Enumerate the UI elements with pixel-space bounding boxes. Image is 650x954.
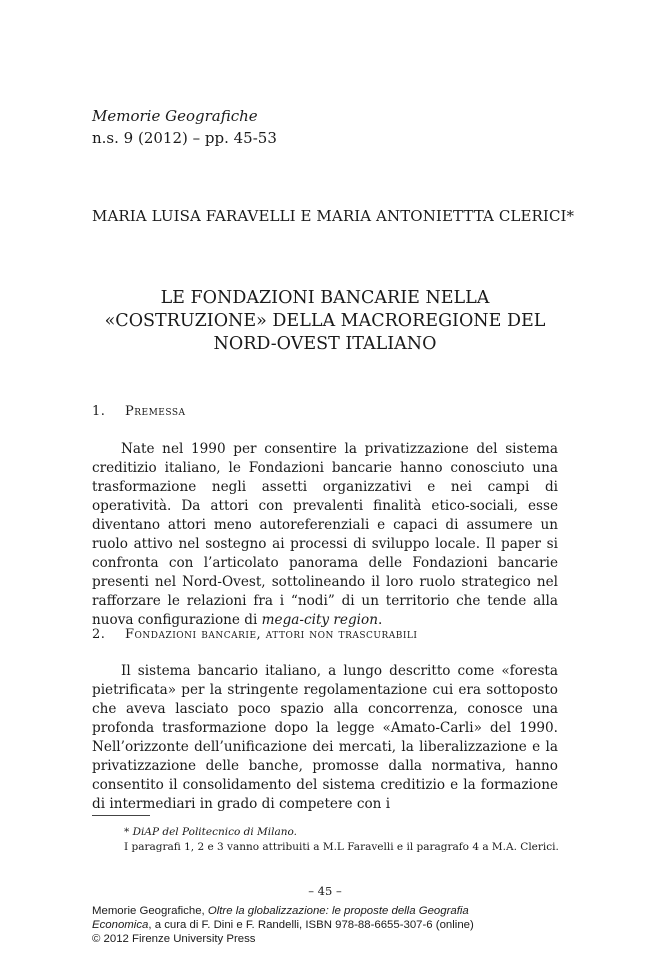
section-1-number: 1. — [92, 404, 106, 419]
footer-editors: , a cura di F. Dini e F. Randelli, ISBN 978-88-6655-307-6 (online) — [148, 919, 474, 931]
section-2-paragraph: Il sistema bancario italiano, a lungo descritto come «foresta pietrificata» per la stringente regolamentazione cui era sottoposto che aveva lasciato poco spazio alla concorrenza, conosce una profonda trasformazione dopo la legge «Amato-Carli» del 1990. Nell’orizzonte dell’unificazione dei mercati, la liberalizzazione e la privatizzazione delle banche, promosse dalla normativa, hanno consentito il consolidamento del sistema creditizio e la formazione di intermediari in grado di competere con i — [92, 663, 558, 812]
footnote-attribution: I paragrafi 1, 2 e 3 vanno attribuiti a M.L Faravelli e il paragrafo 4 a M.A. Clerici. — [124, 841, 559, 853]
title-line-1: LE FONDAZIONI BANCARIE NELLA — [160, 288, 490, 308]
journal-issue: n.s. 9 (2012) – pp. 45-53 — [92, 129, 277, 147]
section-1-italic-term: mega-city region — [261, 612, 378, 628]
title-line-2: «COSTRUZIONE» DELLA MACROREGIONE DEL — [104, 311, 546, 331]
section-1-title: Premessa — [125, 404, 186, 419]
section-2-title: Fondazioni bancarie, attori non trascurabili — [125, 627, 418, 642]
footer-line-1 — [92, 904, 572, 918]
footer-book-title: Oltre la globalizzazione: le proposte della Geografia — [207, 905, 469, 917]
footer-copyright: © 2012 Firenze University Press — [92, 933, 256, 945]
footer-prefix: Memorie Geografiche, — [92, 905, 208, 917]
page-number: – 45 – — [308, 884, 342, 898]
section-1-text: Nate nel 1990 per consentire la privatizzazione del sistema creditizio italiano, le Fondazioni bancarie hanno conosciuto una trasformazione negli assetti organizzativi e nei campi di operatività. Da attori con prevalenti finalità etico-sociali, esse diventano attori meno autoreferenziali e capaci di assumere un ruolo attivo nel sostegno ai processi di sviluppo locale. Il paper si confronta con l’articolato panorama delle Fondazioni bancarie presenti nel Nord-Ovest, sottolineando il loro ruolo strategico nel rafforzare le relazioni fra i “nodi” di un territorio che tende alla nuova configurazione di — [92, 441, 558, 628]
journal-name: Memorie Geografiche — [92, 107, 258, 125]
article-title — [60, 287, 590, 356]
footer-line-2 — [92, 918, 572, 932]
section-1-heading — [92, 404, 186, 419]
section-1-paragraph — [92, 440, 558, 630]
title-line-3: NORD-OVEST ITALIANO — [213, 334, 437, 354]
section-2-heading — [92, 627, 417, 642]
footer-book-title-end: Economica — [92, 919, 149, 931]
section-1-text-end: . — [377, 612, 383, 628]
footnote-affiliation: * DiAP del Politecnico di Milano. — [124, 826, 298, 838]
authors: MARIA LUISA FARAVELLI E MARIA ANTONIETTTA CLERICI* — [92, 207, 575, 225]
footnote-divider — [92, 815, 150, 816]
page-footer — [92, 904, 572, 946]
section-2-number: 2. — [92, 627, 106, 642]
